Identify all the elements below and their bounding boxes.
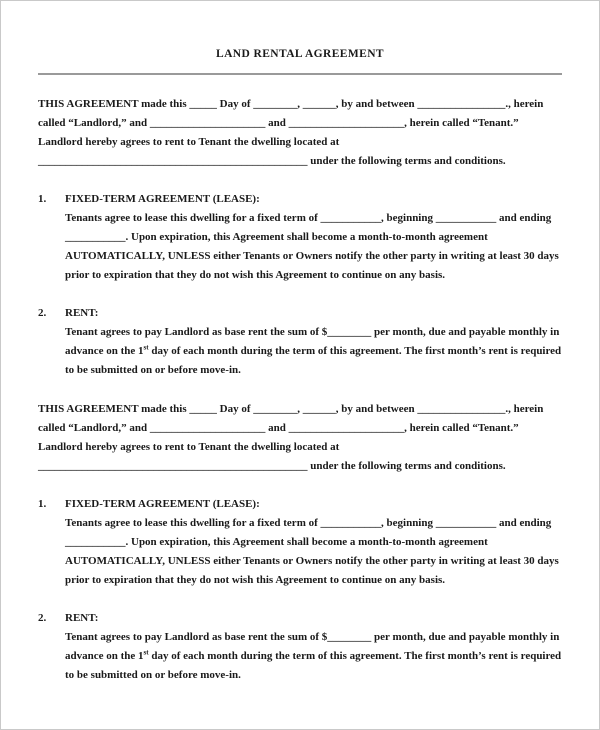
section-body: Tenants agree to lease this dwelling for a fixed term of ___________, beginning ___________ and ending ___________. Upon expiration, this Agreement shall become a month-to-month agreement AUTOMATICALLY, UNLESS either Tenants or Owners notify the other party in writing at least 30 days prior to expiration that they do not wish this Agreement to continue on any basis.: [65, 212, 559, 281]
section-number: 1.: [38, 498, 47, 510]
document-title: LAND RENTAL AGREEMENT: [216, 48, 384, 60]
section-body: [65, 323, 562, 380]
section-content: [65, 190, 562, 285]
section-heading: RENT:: [65, 612, 99, 624]
section-number: 1.: [38, 193, 47, 205]
section-heading: FIXED-TERM AGREEMENT (LEASE):: [65, 498, 260, 510]
ordinal-superscript: st: [143, 343, 149, 352]
section-content: [65, 609, 562, 685]
rent-body-end: day of each month during the term of this agreement. The first month’s rent is required to be submitted on or before move-in.: [65, 650, 562, 681]
section-heading: FIXED-TERM AGREEMENT (LEASE):: [65, 193, 260, 205]
ordinal-superscript: st: [143, 648, 149, 657]
title-divider: [38, 73, 562, 75]
document-header: [38, 1, 562, 75]
agreement-intro-paragraph: THIS AGREEMENT made this _____ Day of ________, ______, by and between ________________., herein called “Landlord,” and _____________________ and _____________________, herein called “Tenant.” Landlord hereby agrees to rent to Tenant the dwelling located at _________________________________________________ under the following terms and conditions.: [38, 403, 544, 472]
section-body: [65, 628, 562, 685]
section-fixed-term: [38, 190, 562, 285]
section-content: [65, 495, 562, 590]
section-rent: [38, 609, 562, 685]
section-body: Tenants agree to lease this dwelling for a fixed term of ___________, beginning ___________ and ending ___________. Upon expiration, this Agreement shall become a month-to-month agreement AUTOMATICALLY, UNLESS either Tenants or Owners notify the other party in writing at least 30 days prior to expiration that they do not wish this Agreement to continue on any basis.: [65, 517, 559, 586]
section-heading: RENT:: [65, 307, 99, 319]
section-rent: [38, 304, 562, 380]
agreement-block: [38, 400, 562, 685]
rent-body-start: Tenant agrees to pay Landlord as base rent the sum of $________ per month, due and payable monthly in advance on the 1: [65, 326, 560, 357]
agreement-intro-paragraph: THIS AGREEMENT made this _____ Day of ________, ______, by and between ________________., herein called “Landlord,” and _____________________ and _____________________, herein called “Tenant.” Landlord hereby agrees to rent to Tenant the dwelling located at _________________________________________________ under the following terms and conditions.: [38, 98, 544, 167]
rent-body-end: day of each month during the term of this agreement. The first month’s rent is required to be submitted on or before move-in.: [65, 345, 562, 376]
section-content: [65, 304, 562, 380]
rent-body-start: Tenant agrees to pay Landlord as base rent the sum of $________ per month, due and payable monthly in advance on the 1: [65, 631, 560, 662]
agreement-block: [38, 95, 562, 380]
section-number: 2.: [38, 307, 47, 319]
section-fixed-term: [38, 495, 562, 590]
section-number: 2.: [38, 612, 47, 624]
